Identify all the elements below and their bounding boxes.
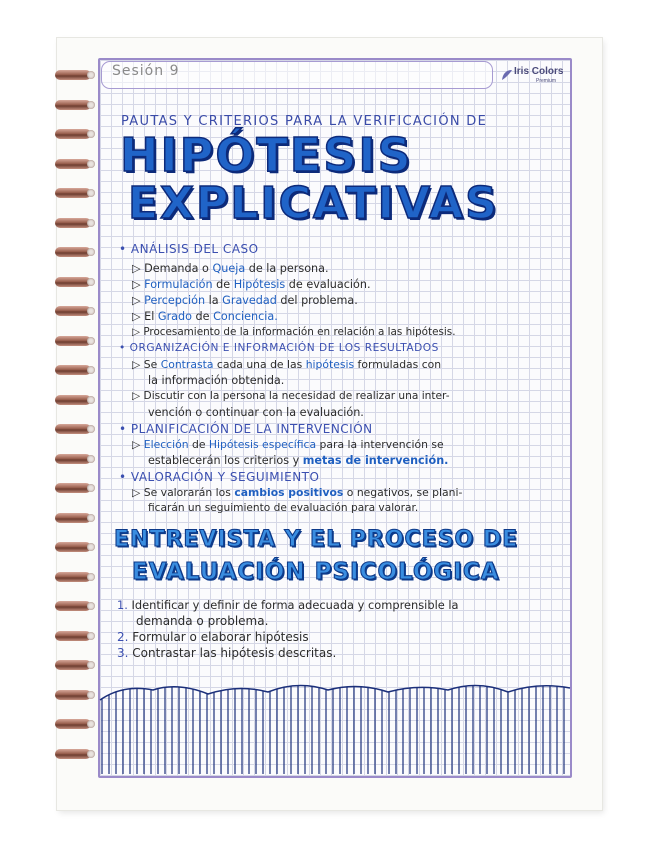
- spiral-ring: [55, 277, 91, 287]
- list-item-cont: [148, 454, 448, 467]
- spiral-ring: [55, 542, 91, 552]
- item-highlight: Hipótesis: [233, 278, 286, 291]
- numbered-item-cont: demanda o problema.: [136, 614, 269, 628]
- spiral-ring: [55, 159, 91, 169]
- list-item: [132, 486, 462, 499]
- item-text: de: [188, 438, 209, 451]
- arrow-icon: ▷: [132, 438, 141, 451]
- item-highlight: Gravedad: [222, 294, 277, 307]
- arrow-icon: ▷: [132, 278, 141, 291]
- list-item: [132, 310, 278, 323]
- page-subtitle: PAUTAS Y CRITERIOS PARA LA VERIFICACIÓN DE: [121, 114, 488, 129]
- item-text: de: [191, 310, 214, 323]
- list-item: [132, 390, 450, 402]
- brand-icon: [500, 68, 514, 82]
- spiral-ring: [55, 454, 91, 464]
- session-label: Sesión 9: [112, 63, 180, 79]
- spiral-ring: [55, 336, 91, 346]
- numbered-item: [117, 598, 459, 612]
- bullet-icon: •: [119, 422, 127, 436]
- spiral-ring: [55, 129, 91, 139]
- spiral-ring: [55, 188, 91, 198]
- list-item: [132, 438, 444, 451]
- item-number: 2.: [117, 630, 129, 644]
- bullet-icon: •: [119, 242, 127, 256]
- list-item-cont: vención o continuar con la evaluación.: [148, 406, 364, 419]
- section-heading: [119, 242, 259, 256]
- spiral-ring: [55, 660, 91, 670]
- bullet-icon: •: [119, 342, 126, 354]
- item-highlight: hipótesis: [305, 358, 355, 371]
- numbered-item: [117, 646, 336, 660]
- arrow-icon: ▷: [132, 326, 140, 338]
- arrow-icon: ▷: [132, 390, 141, 402]
- list-item: [132, 326, 456, 338]
- spiral-ring: [55, 100, 91, 110]
- item-highlight: Contrasta: [160, 358, 214, 371]
- arrow-icon: ▷: [132, 486, 141, 499]
- spiral-binding: [55, 70, 91, 770]
- arrow-icon: ▷: [132, 310, 141, 323]
- list-item: [132, 262, 329, 275]
- list-item-cont: la información obtenida.: [148, 374, 285, 387]
- item-text: Procesamiento de la información en relación a las hipótesis.: [143, 326, 456, 338]
- item-highlight: Grado: [157, 310, 192, 323]
- spiral-ring: [55, 483, 91, 493]
- section-heading-text: ORGANIZACIÓN E INFORMACIÓN DE LOS RESULTADOS: [129, 342, 439, 354]
- item-text: Discutir con la persona la necesidad de realizar una inter-: [143, 390, 450, 402]
- item-highlight: Elección: [143, 438, 189, 451]
- spiral-ring: [55, 424, 91, 434]
- arrow-icon: ▷: [132, 262, 141, 275]
- item-text: Se: [143, 358, 161, 371]
- spiral-ring: [55, 247, 91, 257]
- section-heading-text: VALORACIÓN Y SEGUIMIENTO: [130, 470, 320, 484]
- item-text: o negativos, se plani-: [343, 486, 463, 499]
- list-item: [132, 358, 441, 371]
- section-heading-text: PLANIFICACIÓN DE LA INTERVENCIÓN: [130, 422, 373, 436]
- item-highlight: Conciencia.: [213, 310, 278, 323]
- item-number: 3.: [117, 646, 129, 660]
- spiral-ring: [55, 601, 91, 611]
- list-item: [132, 294, 358, 307]
- spiral-ring: [55, 513, 91, 523]
- item-highlight: Hipótesis específica: [208, 438, 317, 451]
- list-item: [132, 278, 371, 291]
- spiral-ring: [55, 365, 91, 375]
- spiral-ring: [55, 719, 91, 729]
- item-text: Demanda o: [144, 262, 213, 275]
- section-heading: [119, 470, 319, 484]
- item-highlight: metas de intervención.: [302, 454, 449, 467]
- spiral-ring: [55, 631, 91, 641]
- spiral-ring: [55, 749, 91, 759]
- item-text: la: [205, 294, 223, 307]
- item-text: de: [212, 278, 234, 291]
- item-text: para la intervención se: [316, 438, 444, 451]
- arrow-icon: ▷: [132, 358, 141, 371]
- item-text: de evaluación.: [285, 278, 371, 291]
- item-highlight: Percepción: [144, 294, 206, 307]
- section-heading: [119, 422, 373, 436]
- item-highlight: Formulación: [144, 278, 213, 291]
- brand-logo: [500, 66, 564, 90]
- spiral-ring: [55, 306, 91, 316]
- section-heading: [119, 342, 439, 354]
- item-highlight: cambios positivos: [234, 486, 344, 499]
- section-heading-text: ANÁLISIS DEL CASO: [130, 242, 259, 256]
- item-text: El: [144, 310, 158, 323]
- numbered-item: [117, 630, 309, 644]
- brand-name: Iris Colors: [514, 66, 564, 77]
- spiral-ring: [55, 690, 91, 700]
- spiral-ring: [55, 572, 91, 582]
- item-text: Formular o elaborar hipótesis: [132, 630, 309, 644]
- spiral-ring: [55, 395, 91, 405]
- item-text: del problema.: [276, 294, 358, 307]
- item-text: de la persona.: [245, 262, 329, 275]
- item-text: formuladas con: [354, 358, 442, 371]
- item-number: 1.: [117, 598, 128, 612]
- item-text: Se valorarán los: [143, 486, 235, 499]
- spiral-ring: [55, 70, 91, 80]
- section-title-line1: ENTREVISTA Y EL PROCESO DE: [114, 527, 519, 552]
- item-text: cada una de las: [213, 358, 306, 371]
- arrow-icon: ▷: [132, 294, 141, 307]
- item-text: establecerán los criterios y: [148, 454, 303, 467]
- item-highlight: Queja: [212, 262, 246, 275]
- bullet-icon: •: [119, 470, 127, 484]
- brand-sub: Premium: [536, 78, 557, 84]
- section-title-line2: EVALUACIÓN PSICOLÓGICA: [132, 559, 500, 585]
- spiral-ring: [55, 218, 91, 228]
- item-text: Contrastar las hipótesis descritas.: [132, 646, 337, 660]
- item-text: Identificar y definir de forma adecuada y comprensible la: [131, 598, 459, 612]
- page-title-line2: EXPLICATIVAS: [128, 178, 499, 229]
- decorative-wave-border: [98, 680, 572, 776]
- page-title-line1: HIPÓTESIS: [120, 128, 413, 182]
- list-item-cont: ficarán un seguimiento de evaluación para valorar.: [148, 502, 419, 514]
